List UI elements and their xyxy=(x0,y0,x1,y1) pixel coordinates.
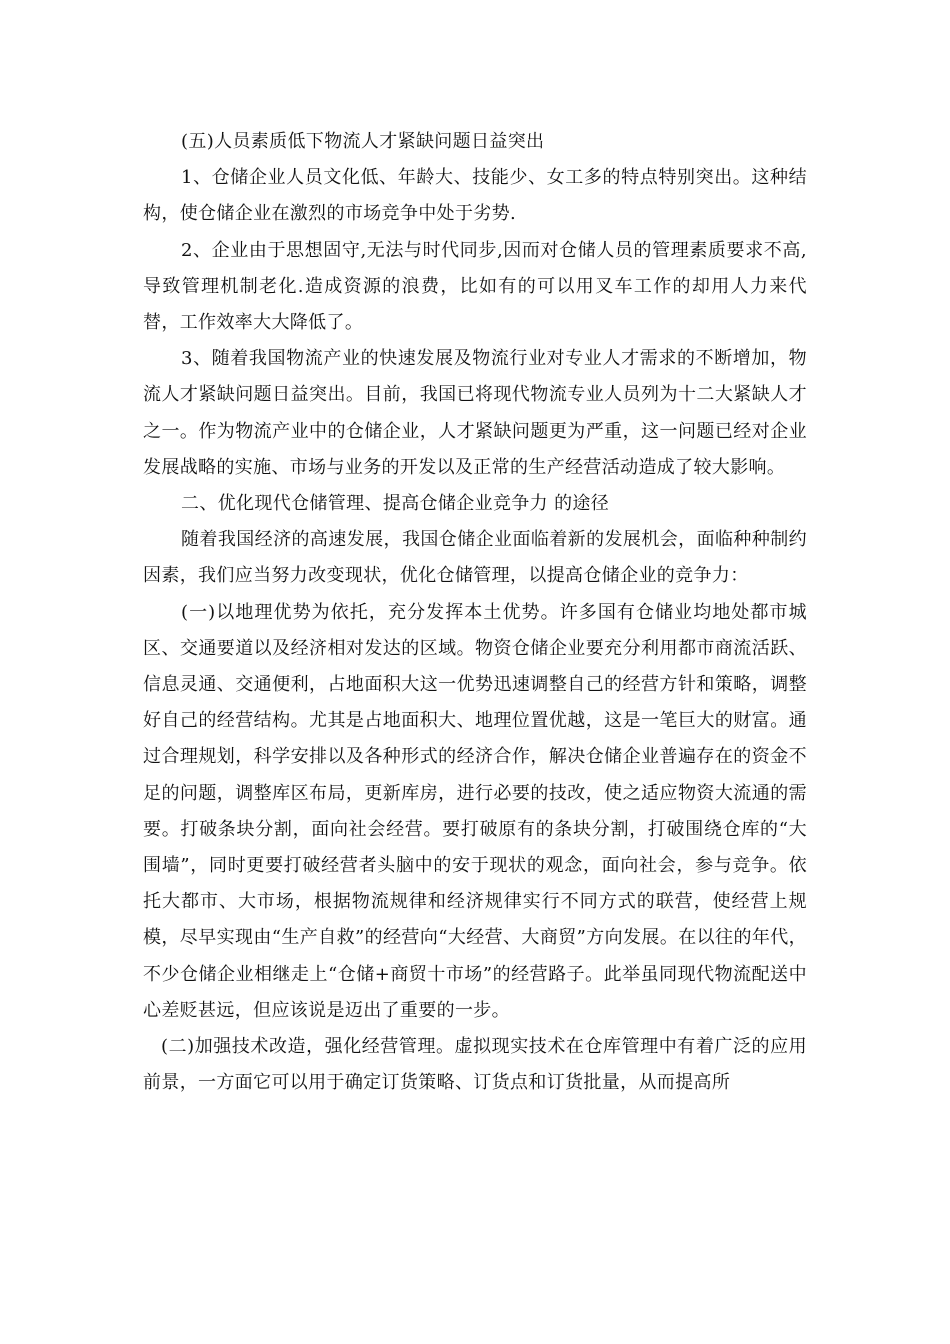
paragraph-point-1: 1、仓储企业人员文化低、年龄大、技能少、女工多的特点特别突出。这种结构，使仓储企业在激烈的市场竞争中处于劣势. xyxy=(143,167,807,225)
paragraph-section-five-heading: (五)人员素质低下物流人才紧缺问题日益突出 xyxy=(181,131,545,152)
paragraph-point-3: 3、随着我国物流产业的快速发展及物流行业对专业人才需求的不断增加，物流人才紧缺问题日益突出。目前，我国已将现代物流专业人员列为十二大紧缺人才之一。作为物流产业中的仓储企业，人才紧缺问题更为严重，这一问题已经对企业发展战略的实施、市场与业务的开发以及正常的生产经营活动造成了较大影响。 xyxy=(143,348,807,478)
section-two-heading: 二、优化现代仓储管理、提高仓储企业竞争力 的途径 xyxy=(181,493,610,515)
paragraph-intro: 随着我国经济的高速发展，我国仓储企业面临着新的发展机会，面临种种制约因素，我们应当努力改变现状，优化仓储管理，以提高仓储企业的竞争力： xyxy=(143,529,807,587)
paragraph-point-2: 2、企业由于思想固守,无法与时代同步,因而对仓储人员的管理素质要求不高,导致管理机制老化.造成资源的浪费，比如有的可以用叉车工作的却用人力来代替，工作效率大大降低了。 xyxy=(143,239,807,334)
paragraph-subsection-two: (二)加强技术改造，强化经营管理。虚拟现实技术在仓库管理中有着广泛的应用前景，一方面它可以用于确定订货策略、订货点和订货批量，从而提高所 xyxy=(143,1036,807,1094)
paragraph-subsection-one: (一)以地理优势为依托，充分发挥本土优势。许多国有仓储业均地处都市城区、交通要道以及经济相对发达的区域。物资仓储企业要充分利用都市商流活跃、信息灵通、交通便利，占地面积大这一优势迅速调整自己的经营方针和策略，调整好自己的经营结构。尤其是占地面积大、地理位置优越，这是一笔巨大的财富。通过合理规划，科学安排以及各种形式的经济合作，解决仓储企业普遍存在的资金不足的问题，调整库区布局，更新库房，进行必要的技改，使之适应物资大流通的需要。打破条块分割，面向社会经营。要打破原有的条块分割，打破围绕仓库的“大围墙”，同时更要打破经营者头脑中的安于现状的观念，面向社会，参与竞争。依托大都市、大市场，根据物流规律和经济规律实行不同方式的联营，使经营上规模，尽早实现由“生产自救”的经营向“大经营、大商贸”方向发展。在以往的年代，不少仓储企业相继走上“仓储+商贸十市场”的经营路子。此举虽同现代物流配送中心差贬甚远，但应该说是迈出了重要的一步。 xyxy=(143,601,807,1021)
document-body xyxy=(143,124,807,1101)
